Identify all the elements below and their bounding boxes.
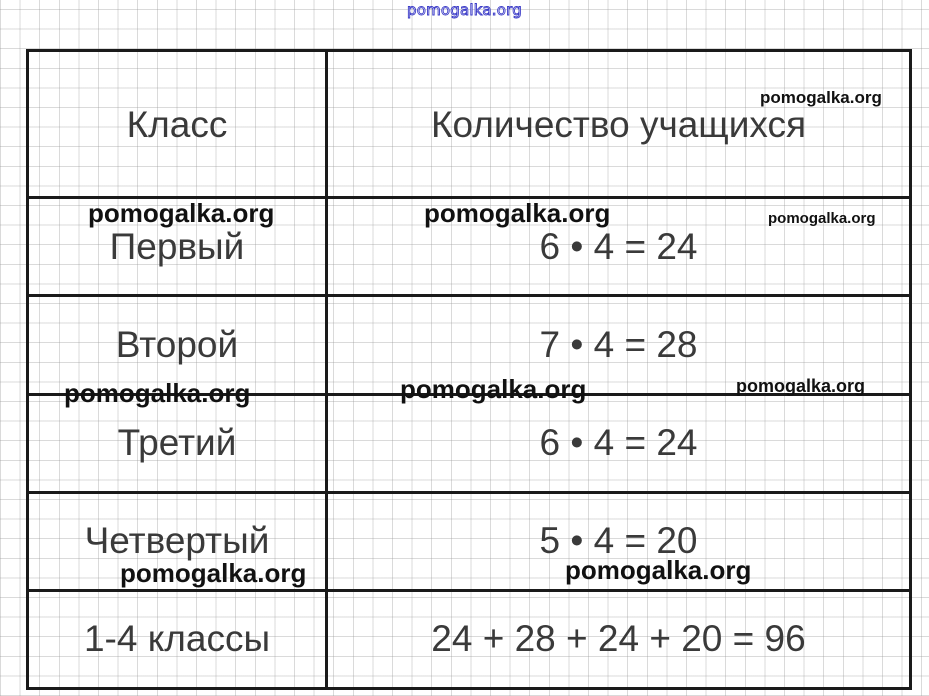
header-student-count: Количество учащихся [327, 51, 911, 198]
count-cell: 6 • 4 = 24 [327, 394, 911, 492]
watermark-label: pomogalka.org [768, 210, 876, 227]
top-watermark: pomogalka.org [407, 1, 522, 19]
total-grade-cell: 1-4 классы [28, 590, 327, 688]
class-students-table [26, 49, 912, 690]
grade-cell: Второй [28, 296, 327, 394]
class-students-table-container [26, 49, 912, 690]
table-total-row [28, 590, 911, 688]
watermark-label: pomogalka.org [64, 378, 251, 408]
grade-cell: Четвертый [28, 492, 327, 590]
watermark-label: pomogalka.org [120, 558, 307, 588]
watermark-label: pomogalka.org [88, 198, 275, 228]
watermark-label: pomogalka.org [736, 376, 866, 396]
total-count-cell: 24 + 28 + 24 + 20 = 96 [327, 590, 911, 688]
header-class: Класс [28, 51, 327, 198]
grade-cell: Третий [28, 394, 327, 492]
watermark-label: pomogalka.org [424, 198, 611, 228]
count-cell: 6 • 4 = 24 [327, 198, 911, 296]
watermark-label: pomogalka.org [400, 374, 587, 404]
count-cell: 5 • 4 = 20 [327, 492, 911, 590]
watermark-label: pomogalka.org [760, 88, 882, 107]
watermark-label: pomogalka.org [565, 555, 752, 585]
grade-cell: Первый [28, 198, 327, 296]
table-header-row [28, 51, 911, 198]
count-cell: 7 • 4 = 28 [327, 296, 911, 394]
